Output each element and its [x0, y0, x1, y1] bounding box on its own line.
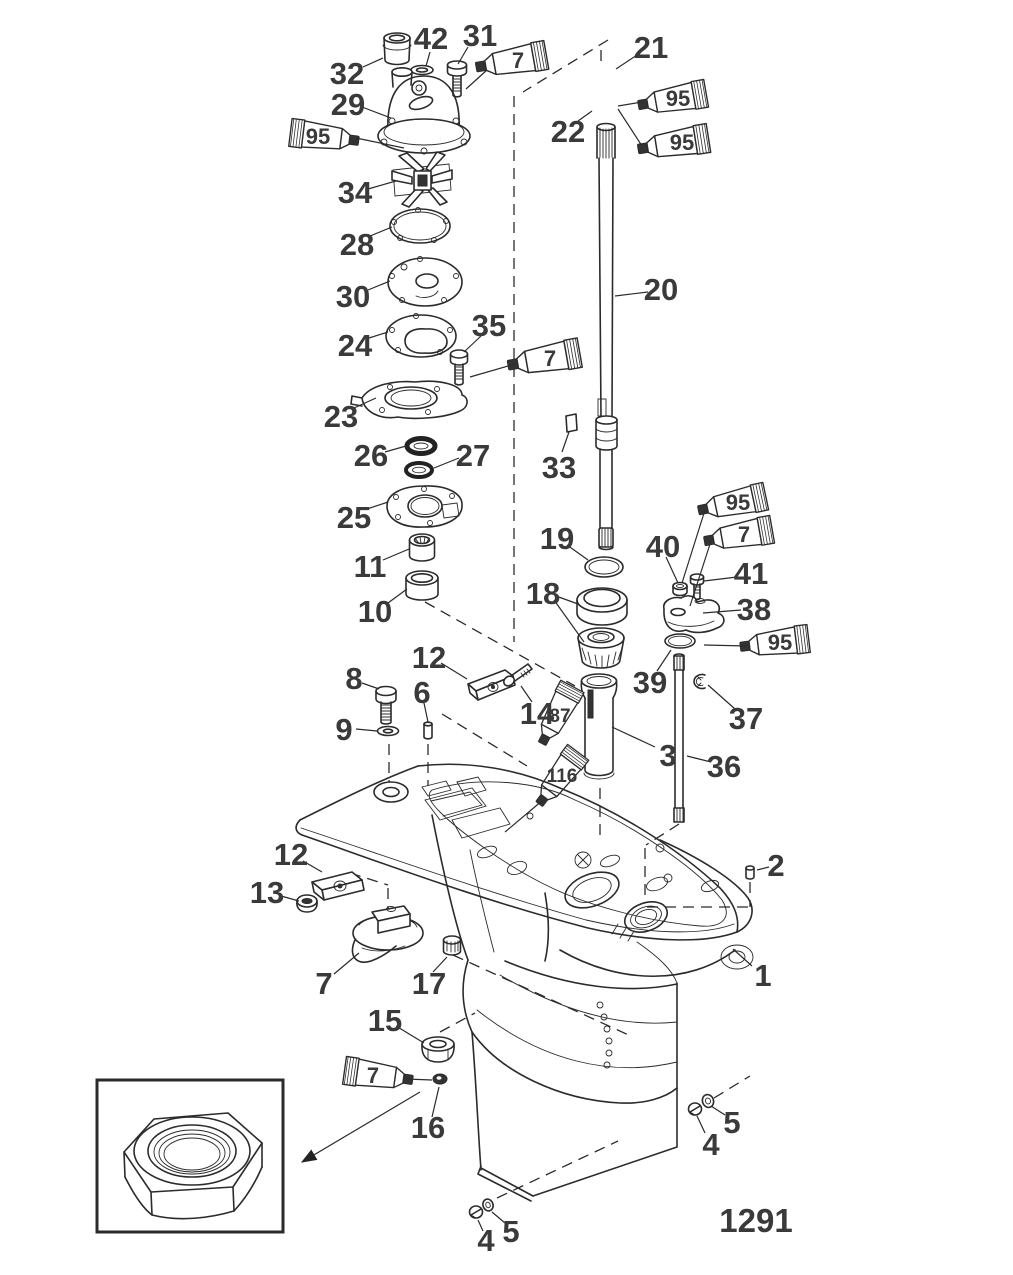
callout-5-right: 5	[723, 1105, 741, 1140]
callout-23: 23	[323, 399, 359, 434]
part-25-seal-carrier-plate	[387, 486, 462, 527]
callout-4-right: 4	[702, 1127, 720, 1162]
part-9-washer	[378, 727, 399, 736]
callout-40: 40	[645, 529, 681, 564]
callout-12-lower: 12	[273, 837, 309, 872]
part-42-washer	[411, 66, 433, 75]
callout-29: 29	[330, 87, 366, 122]
callout-4-bottom: 4	[477, 1223, 495, 1258]
callout-34: 34	[337, 175, 373, 210]
tube-95-oring-label: 95	[767, 630, 793, 655]
part-30-face-plate	[388, 257, 462, 307]
callout-21: 21	[633, 30, 669, 65]
callout-7: 7	[315, 966, 333, 1001]
callout-19: 19	[539, 521, 575, 556]
part-16-plug	[433, 1074, 447, 1084]
callout-35: 35	[471, 308, 507, 343]
callout-1: 1	[754, 958, 772, 993]
callout-8: 8	[345, 661, 363, 696]
tube-7-cam-label: 7	[737, 522, 751, 547]
callout-13: 13	[249, 875, 285, 910]
part-38-shift-cam	[664, 596, 724, 633]
callout-20: 20	[643, 272, 679, 307]
callout-9: 9	[335, 712, 353, 747]
callout-27: 27	[455, 438, 491, 473]
callout-22: 22	[550, 114, 586, 149]
callout-10: 10	[357, 594, 393, 629]
tube-95-cam-label: 95	[725, 490, 751, 515]
part-4-screw-bottom	[470, 1206, 483, 1218]
callout-32: 32	[329, 56, 365, 91]
tube-95-upper-a-label: 95	[665, 86, 691, 111]
tube-116-label: 116	[546, 766, 578, 787]
tube-7-top-label: 7	[511, 48, 525, 73]
callout-36: 36	[706, 749, 742, 784]
callout-38: 38	[736, 592, 772, 627]
callout-25: 25	[336, 500, 372, 535]
callout-12-upper: 12	[411, 640, 447, 675]
callout-41: 41	[733, 556, 769, 591]
tube-7-mid-label: 7	[543, 346, 557, 371]
tube-95-upper-b-label: 95	[669, 130, 695, 155]
callout-26: 26	[353, 438, 389, 473]
callout-6: 6	[413, 675, 431, 710]
callout-17: 17	[411, 966, 447, 1001]
callout-11: 11	[353, 549, 387, 584]
callout-30: 30	[335, 279, 371, 314]
callout-31: 31	[462, 18, 498, 53]
tube-7-bottom-label: 7	[366, 1063, 380, 1088]
part-4-screw-right	[689, 1103, 702, 1115]
callout-15: 15	[367, 1003, 403, 1038]
callout-5-bottom: 5	[502, 1214, 520, 1249]
callout-37: 37	[728, 701, 764, 736]
tube-87-label: 87	[549, 706, 571, 727]
callout-24: 24	[337, 328, 373, 363]
callout-42: 42	[413, 21, 449, 56]
drawing-number: 1291	[719, 1202, 793, 1239]
tube-95-left-label: 95	[305, 124, 331, 149]
callout-39: 39	[632, 665, 668, 700]
callout-14: 14	[519, 696, 555, 731]
callout-18: 18	[525, 576, 561, 611]
callout-3: 3	[659, 738, 677, 773]
callout-33: 33	[541, 450, 577, 485]
part-33-impeller-key	[566, 414, 577, 432]
callout-2: 2	[767, 848, 785, 883]
callout-28: 28	[339, 227, 375, 262]
callout-16: 16	[410, 1110, 446, 1145]
